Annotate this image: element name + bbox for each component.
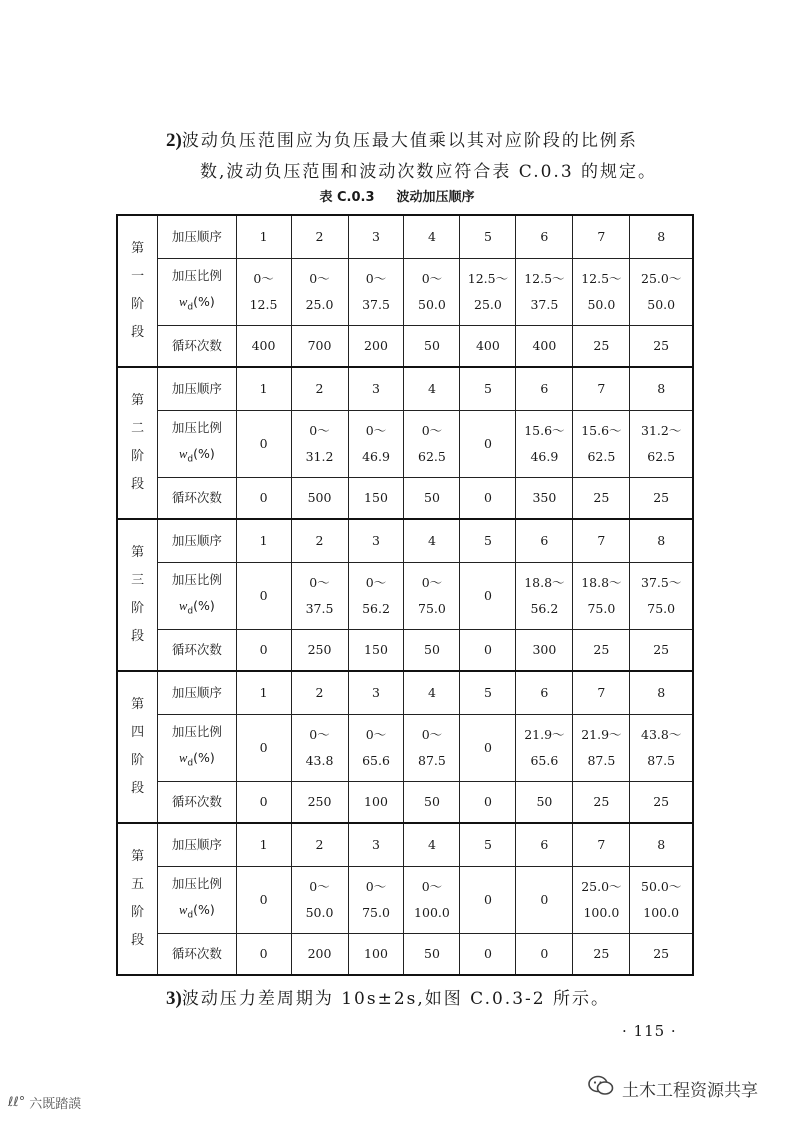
stage-name-char: 段 [131,933,145,948]
ratio-cell [573,715,630,782]
label-ratio [158,563,236,630]
order-cell: 7 [573,823,630,867]
label-ratio-text: 加压比例 [171,268,222,284]
ratio-cell [516,259,573,326]
ratio-cell [630,259,693,326]
label-order: 加压顺序 [158,215,236,259]
ratio-value: 0～ [365,727,387,742]
table-caption [0,186,794,205]
stage-name-char: 四 [131,725,145,740]
table-caption-title: 波动加压顺序 [396,190,475,205]
ratio-value: 50.0 [418,297,446,312]
ratio-value: 50.0 [305,905,334,920]
order-cell: 4 [404,215,460,259]
cycles-cell: 0 [460,934,516,976]
ratio-value: 12.5～ [524,271,565,286]
cycles-cell: 0 [516,934,573,976]
cycles-cell: 0 [236,934,291,976]
ratio-value: 0～ [421,727,443,742]
ratio-cell [516,411,573,478]
cycles-row [117,326,693,368]
stage-3 [117,519,693,671]
cycles-cell: 250 [291,782,348,824]
label-ratio [158,715,236,782]
paragraph-3 [166,984,610,1010]
watermark-left-text: 六既踏謨 [29,1097,82,1112]
ratio-symbol-subscript: d [187,302,194,313]
cycles-cell: 50 [404,782,460,824]
cycles-cell: 25 [573,478,630,520]
cycles-row [117,630,693,672]
stage-name-char: 阶 [131,601,145,616]
label-cycles: 循环次数 [158,326,236,368]
ratio-cell [460,715,516,782]
ratio-value: 0～ [365,271,387,286]
ratio-value: 37.5 [305,601,334,616]
stage-name-char: 第 [131,545,145,560]
stage-2 [117,367,693,519]
table-caption-label: 表 C.0.3 [319,190,375,205]
ratio-value: 0 [259,436,268,451]
cycles-cell: 25 [573,326,630,368]
order-cell: 1 [236,671,291,715]
order-row [117,823,693,867]
order-cell: 1 [236,215,291,259]
cycles-cell: 50 [404,630,460,672]
cycles-cell: 25 [630,630,693,672]
paragraph-3-number: 3) [166,988,182,1009]
ratio-value: 75.0 [418,601,446,616]
paragraph-2-line-1 [166,126,638,152]
ratio-value: 18.8～ [524,575,565,590]
ratio-value: 37.5～ [641,575,682,590]
ratio-value: 87.5 [647,753,676,768]
ratio-value: 25.0 [474,297,502,312]
ratio-value: 100.0 [643,905,680,920]
wechat-icon [588,1075,614,1102]
cycles-cell: 0 [460,478,516,520]
ratio-cell [630,563,693,630]
ratio-value: 75.0 [647,601,676,616]
ratio-value: 0～ [421,879,443,894]
ratio-value: 0 [259,740,268,755]
ratio-value: 15.6～ [581,423,622,438]
ratio-value: 100.0 [583,905,620,920]
ratio-cell [630,867,693,934]
ratio-value: 31.2 [305,449,334,464]
ratio-cell [404,411,460,478]
cycles-cell: 250 [291,630,348,672]
ratio-cell [460,259,516,326]
ratio-value: 62.5 [587,449,616,464]
paragraph-3-text: 波动压力差周期为 10s±2s,如图 C.0.3-2 所示。 [181,989,610,1009]
watermark-left [8,1093,81,1112]
ratio-value: 75.0 [362,905,390,920]
ratio-symbol: w [179,751,188,766]
ratio-value: 0～ [421,575,443,590]
ratio-cell [573,867,630,934]
cycles-cell: 25 [630,782,693,824]
label-ratio-symbol-line [158,593,235,625]
ratio-cell [236,867,291,934]
ratio-symbol-subscript: d [187,910,194,921]
stage-name-char: 段 [131,781,145,796]
watermark-right-text: 土木工程资源共享 [622,1081,758,1101]
ratio-value: 0～ [309,879,330,894]
order-cell: 3 [348,671,404,715]
label-order: 加压顺序 [158,519,236,563]
ratio-row [117,715,693,782]
stage-4 [117,671,693,823]
stage-name-cell [117,215,158,367]
ratio-symbol: w [179,599,188,614]
ratio-symbol-subscript: d [187,606,194,617]
order-cell: 8 [630,671,693,715]
stage-name-cell [117,367,158,519]
stage-name-char: 第 [131,849,145,864]
cycles-cell: 25 [630,934,693,976]
cycles-cell: 150 [348,630,404,672]
ratio-value: 25.0～ [581,879,622,894]
ratio-cell [404,715,460,782]
ratio-value: 12.5～ [581,271,622,286]
ratio-cell [573,563,630,630]
stage-name-char: 段 [131,629,145,644]
cycles-cell: 400 [516,326,573,368]
label-order: 加压顺序 [158,823,236,867]
ratio-value: 18.8～ [581,575,622,590]
label-ratio [158,411,236,478]
order-cell: 4 [404,519,460,563]
order-cell: 2 [291,823,348,867]
ratio-cell [291,411,348,478]
ratio-cell [460,867,516,934]
ratio-value: 65.6 [362,753,390,768]
stage-name-char: 阶 [131,449,145,464]
cycles-row [117,478,693,520]
ratio-value: 37.5 [362,297,390,312]
ratio-value: 100.0 [414,905,450,920]
ratio-cell [236,715,291,782]
ratio-symbol: w [179,447,188,462]
ratio-value: 21.9～ [524,727,565,742]
order-cell: 3 [348,367,404,411]
watermark-left-prefix: ℓℓ° [8,1095,26,1110]
cycles-cell: 200 [291,934,348,976]
ratio-cell [291,715,348,782]
ratio-value: 50.0～ [641,879,682,894]
ratio-value: 0 [259,892,268,907]
order-cell: 8 [630,823,693,867]
ratio-cell [516,715,573,782]
ratio-value: 62.5 [647,449,676,464]
cycles-cell: 25 [630,478,693,520]
order-cell: 6 [516,519,573,563]
ratio-row [117,259,693,326]
order-cell: 2 [291,215,348,259]
label-ratio-symbol-line [158,289,235,321]
ratio-value: 0～ [309,727,330,742]
ratio-value: 0 [483,588,492,603]
cycles-cell: 0 [236,478,291,520]
cycles-cell: 200 [348,326,404,368]
ratio-cell [404,563,460,630]
label-ratio-text: 加压比例 [171,876,222,892]
cycles-cell: 100 [348,934,404,976]
order-cell: 5 [460,215,516,259]
paragraph-2-number: 2) [166,130,182,151]
label-ratio-symbol-line [158,745,235,777]
label-ratio-symbol-line [158,897,235,929]
cycles-cell: 100 [348,782,404,824]
order-row [117,519,693,563]
stage-name-char: 段 [131,325,145,340]
order-cell: 3 [348,215,404,259]
order-cell: 6 [516,367,573,411]
cycles-cell: 25 [573,630,630,672]
stage-name-char: 五 [131,877,145,892]
cycles-cell: 500 [291,478,348,520]
ratio-value: 65.6 [530,753,559,768]
ratio-symbol: w [179,903,188,918]
order-cell: 1 [236,367,291,411]
cycles-cell: 25 [630,326,693,368]
order-cell: 3 [348,823,404,867]
stage-name-char: 第 [131,241,145,256]
ratio-cell [348,563,404,630]
cycles-cell: 400 [236,326,291,368]
ratio-cell [291,867,348,934]
ratio-value: 0～ [365,575,387,590]
ratio-cell [460,563,516,630]
stage-5 [117,823,693,975]
ratio-value: 0 [259,588,268,603]
stage-name-char: 阶 [131,297,145,312]
ratio-value: 15.6～ [524,423,565,438]
label-cycles: 循环次数 [158,934,236,976]
label-cycles: 循环次数 [158,478,236,520]
label-ratio [158,867,236,934]
paragraph-2-text-line-1: 波动负压范围应为负压最大值乘以其对应阶段的比例系 [181,131,638,151]
ratio-value: 0 [540,892,549,907]
ratio-symbol: w [179,295,188,310]
ratio-cell [573,259,630,326]
cycles-cell: 700 [291,326,348,368]
cycles-cell: 400 [460,326,516,368]
cycles-cell: 350 [516,478,573,520]
ratio-cell [516,563,573,630]
stage-name-char: 第 [131,393,145,408]
ratio-value: 75.0 [587,601,616,616]
stage-name-char: 一 [131,269,145,284]
ratio-value: 56.2 [362,601,390,616]
order-row [117,671,693,715]
order-cell: 1 [236,823,291,867]
order-row [117,367,693,411]
ratio-unit: (%) [193,446,215,462]
stage-name-cell [117,519,158,671]
label-ratio-text: 加压比例 [171,724,222,740]
order-cell: 7 [573,671,630,715]
ratio-value: 0～ [309,423,330,438]
stage-name-char: 阶 [131,753,145,768]
cycles-cell: 0 [236,630,291,672]
ratio-value: 12.5～ [467,271,509,286]
order-cell: 5 [460,367,516,411]
label-ratio-text: 加压比例 [171,420,222,436]
ratio-cell [348,715,404,782]
ratio-value: 0 [483,436,492,451]
label-order: 加压顺序 [158,367,236,411]
order-cell: 4 [404,367,460,411]
stage-name-char: 阶 [131,905,145,920]
ratio-value: 25.0～ [641,271,682,286]
ratio-value: 0～ [253,271,274,286]
cycles-cell: 50 [516,782,573,824]
stage-name-cell [117,671,158,823]
ratio-cell [236,411,291,478]
ratio-cell [630,411,693,478]
cycles-cell: 50 [404,478,460,520]
ratio-unit: (%) [193,598,215,614]
page-number: · 115 · [622,1022,677,1040]
order-cell: 2 [291,519,348,563]
order-cell: 8 [630,215,693,259]
stage-name-char: 段 [131,477,145,492]
ratio-cell [348,867,404,934]
ratio-symbol-subscript: d [187,758,194,769]
ratio-cell [291,563,348,630]
order-cell: 7 [573,519,630,563]
cycles-row [117,934,693,976]
paragraph-2-text-line-2: 数,波动负压范围和波动次数应符合表 C.0.3 的规定。 [200,162,658,182]
ratio-row [117,867,693,934]
cycles-cell: 0 [460,782,516,824]
label-cycles: 循环次数 [158,630,236,672]
ratio-value: 50.0 [647,297,676,312]
order-cell: 6 [516,215,573,259]
ratio-cell [460,411,516,478]
stage-name-char: 第 [131,697,145,712]
ratio-value: 46.9 [530,449,559,464]
ratio-cell [291,259,348,326]
ratio-cell [236,563,291,630]
ratio-unit: (%) [193,294,215,310]
order-cell: 5 [460,671,516,715]
ratio-value: 87.5 [418,753,446,768]
ratio-cell [573,411,630,478]
order-cell: 7 [573,215,630,259]
stage-name-char: 二 [131,421,145,436]
label-ratio-symbol-line [158,441,235,473]
ratio-value: 25.0 [305,297,334,312]
order-cell: 2 [291,671,348,715]
order-cell: 3 [348,519,404,563]
watermark-right [588,1075,758,1102]
ratio-cell [236,259,291,326]
ratio-value: 0～ [421,271,443,286]
ratio-row [117,411,693,478]
ratio-value: 21.9～ [581,727,622,742]
ratio-cell [348,411,404,478]
ratio-cell [348,259,404,326]
ratio-row [117,563,693,630]
label-ratio-text: 加压比例 [171,572,222,588]
ratio-value: 43.8～ [641,727,682,742]
ratio-unit: (%) [193,750,215,766]
ratio-cell [516,867,573,934]
cycles-row [117,782,693,824]
cycles-cell: 25 [573,934,630,976]
stage-name-char: 三 [131,573,145,588]
ratio-symbol-subscript: d [187,454,194,465]
ratio-value: 50.0 [587,297,616,312]
order-cell: 6 [516,823,573,867]
order-cell: 2 [291,367,348,411]
ratio-value: 0～ [309,575,330,590]
cycles-cell: 50 [404,326,460,368]
order-cell: 8 [630,519,693,563]
ratio-value: 31.2～ [641,423,682,438]
ratio-cell [404,259,460,326]
cycles-cell: 25 [573,782,630,824]
stage-name-cell [117,823,158,975]
cycles-cell: 0 [236,782,291,824]
ratio-value: 37.5 [530,297,559,312]
stage-1 [117,215,693,367]
ratio-value: 0 [483,740,492,755]
order-cell: 5 [460,519,516,563]
cycles-cell: 300 [516,630,573,672]
ratio-value: 0～ [421,423,443,438]
order-cell: 7 [573,367,630,411]
ratio-value: 43.8 [305,753,334,768]
order-cell: 6 [516,671,573,715]
label-ratio [158,259,236,326]
cycles-cell: 50 [404,934,460,976]
ratio-value: 0～ [309,271,330,286]
order-cell: 8 [630,367,693,411]
ratio-unit: (%) [193,902,215,918]
ratio-value: 0～ [365,879,387,894]
ratio-cell [630,715,693,782]
ratio-value: 46.9 [362,449,390,464]
cycles-cell: 0 [460,630,516,672]
ratio-value: 0 [483,892,492,907]
order-cell: 5 [460,823,516,867]
ratio-value: 87.5 [587,753,616,768]
ratio-cell [404,867,460,934]
order-cell: 4 [404,671,460,715]
order-row [117,215,693,259]
ratio-value: 56.2 [530,601,559,616]
order-cell: 4 [404,823,460,867]
ratio-value: 12.5 [249,297,278,312]
order-cell: 1 [236,519,291,563]
label-order: 加压顺序 [158,671,236,715]
pressure-sequence-table [116,214,694,976]
ratio-value: 0～ [365,423,387,438]
label-cycles: 循环次数 [158,782,236,824]
ratio-value: 62.5 [418,449,446,464]
cycles-cell: 150 [348,478,404,520]
